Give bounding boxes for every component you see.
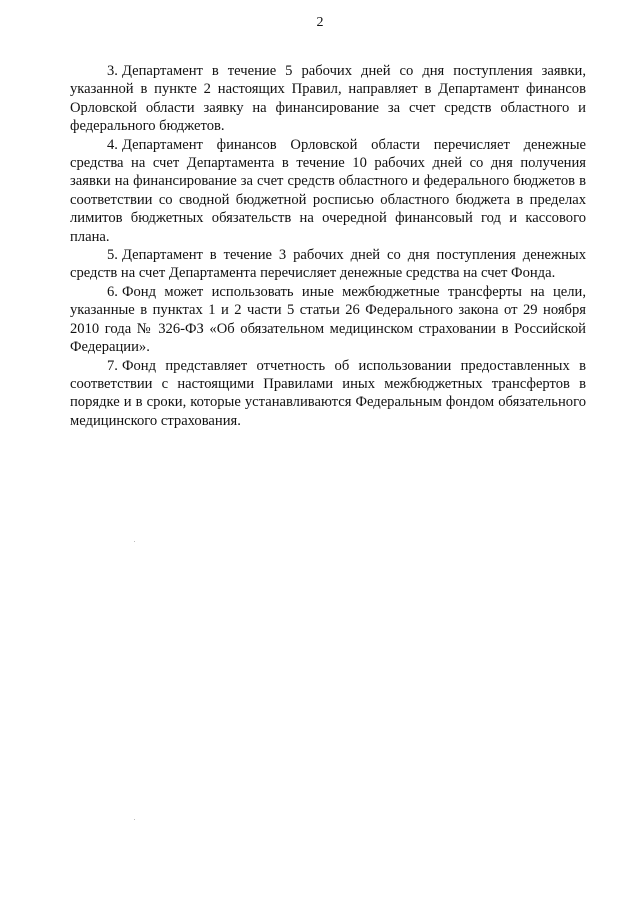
document-body — [70, 62, 586, 430]
paragraph-number: 3. — [107, 63, 118, 79]
paragraph-text: Департамент в течение 3 рабочих дней со дня поступления денежных средств на счет Департамента перечисляет денежные средства на счет Фонда. — [70, 247, 586, 282]
paragraph-6 — [70, 283, 586, 357]
paragraph-number: 7. — [107, 357, 118, 374]
paragraph-4 — [70, 136, 586, 246]
scan-speck — [134, 819, 135, 820]
paragraph-7 — [70, 357, 586, 431]
page-number: 2 — [316, 15, 324, 30]
paragraph-text: Департамент в течение 5 рабочих дней со дня поступления заявки, указанной в пункте 2 настоящих Правил, направляет в Департамент финансов Орловской области заявку на финансирование за счет средств областного и федерального бюджетов. — [70, 63, 586, 135]
paragraph-3 — [70, 62, 586, 136]
paragraph-number: 5. — [107, 247, 118, 264]
paragraph-text: Фонд может использовать иные межбюджетные трансферты на цели, указанные в пунктах 1 и 2 части 5 статьи 26 Федерального закона от 29 ноября 2010 года № 326-ФЗ «Об обязательном медицинском страховании в Российской Федерации». — [70, 283, 586, 356]
scan-speck — [134, 541, 135, 542]
paragraph-text: Фонд представляет отчетность об использовании предоставленных в соответствии с настоящими Правилами иных межбюджетных трансфертов в порядке и в сроки, которые устанавливаются Федеральным фондом обязательного медицинского страхования. — [70, 357, 586, 429]
paragraph-number: 6. — [107, 283, 118, 300]
paragraph-text: Департамент финансов Орловской области перечисляет денежные средства на счет Департамента в течение 10 рабочих дней со дня получения заявки на финансирование за счет средств областного и федерального бюджетов в соответствии со сводной бюджетной росписью областного бюджета в пределах лимитов бюджетных обязательств на очередной финансовый год и кассового плана. — [70, 136, 586, 245]
paragraph-5 — [70, 246, 586, 283]
paragraph-number: 4. — [107, 136, 118, 153]
